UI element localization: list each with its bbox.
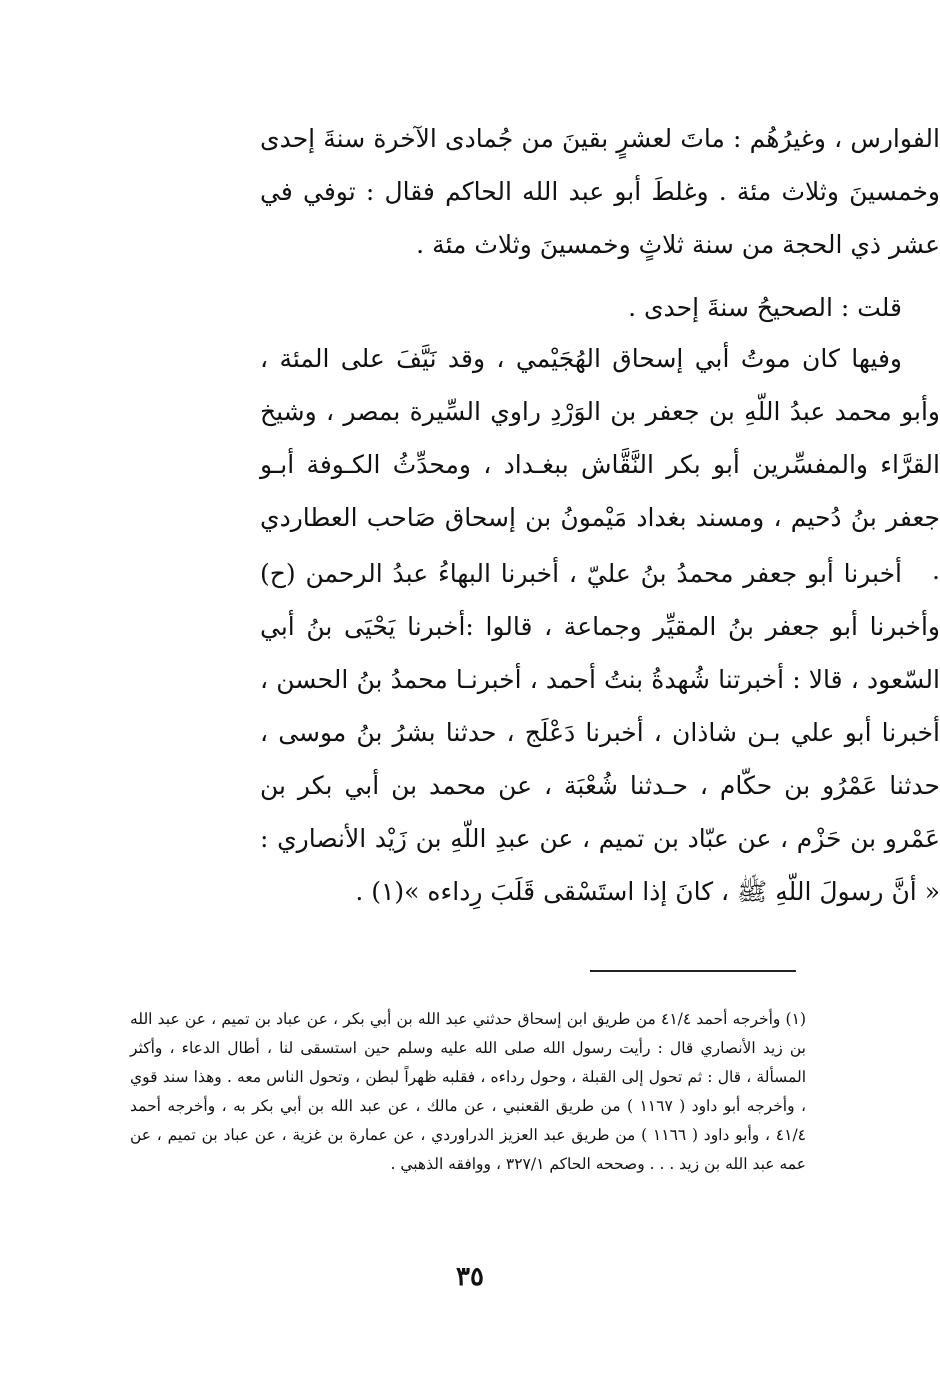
paragraph-2: قلت : الصحيحُ سنةَ إحدى . bbox=[628, 293, 902, 322]
footnote-divider bbox=[590, 970, 796, 972]
paragraph-4-hadith: أخبرنا أبو جعفر محمدُ بنُ عليّ ، أخبرنا البهاءُ عبدُ الرحمن (ح) وأخبرنا أبو جعفر بنُ المقيِّر وجماعة ، قالوا :أخبرنا يَحْيَى بنُ أبي السّعود ، قالا : أخبرتنا شُهدةُ بنتُ أحمد ، أخبرنـا محمدُ بنُ الحسن ، أخبرنا أبو علي بـن شاذان ، أخبرنا دَعْلَج ، حدثنا بشرُ بنُ موسى ، حدثنا عَمْرُو بن حكّام ، حـدثنا شُعْبَة ، عن محمد بن أبي بكر بن عَمْرو بن حَزْم ، عن عبّاد بن تميم ، عن عبدِ اللّهِ بن زَيْد الأنصاري : « أنَّ رسولَ اللّهِ ﷺ ، كانَ إذا استَسْقى قَلَبَ رِداءه »(١) . bbox=[260, 559, 940, 906]
paragraph-1: الفوارس ، وغيرُهُم : ماتَ لعشرٍ بقينَ من جُمادى الآخرة سنةَ إحدى وخمسينَ وثلاث مئة . وغلطَ أبو عبد الله الحاكم فقال : توفي في عشر ذي الحجة من سنة ثلاثٍ وخمسينَ وثلاث مئة . bbox=[260, 124, 940, 259]
page-number: ٣٥ bbox=[456, 1262, 484, 1292]
paragraph-3: وفيها كان موتُ أبي إسحاق الهُجَيْمي ، وقد نَيَّفَ على المئة ، وأبو محمد عبدُ اللّهِ بن جعفر بن الوَرْدِ راوي السِّيرة بمصر ، وشيخ القرَّاء والمفسِّرين أبو بكر النَّقَّاش ببغـداد ، ومحدِّثُ الكـوفة أبـو جعفر بنُ دُحيم ، ومسند بغداد مَيْمونُ بن إسحاق صَاحب العطاردي . bbox=[260, 344, 940, 585]
footnote: (١) وأخرجه أحمد ٤١/٤ من طريق ابن إسحاق حدثني عبد الله بن أبي بكر ، عن عباد بن تميم ، عن عبد الله بن زيد الأنصاري قال : رأيت رسول الله صلى الله عليه وسلم حين استسقى لنا ، أطال الدعاء ، وأكثر المسألة ، قال : ثم تحول إلى القبلة ، وحول رداءه ، فقلبه ظهراً لبطن ، وتحول الناس معه . وهذا سند قوي ، وأخرجه أبو داود ( ١١٦٧ ) من طريق القعنبي ، عن مالك ، عن عبد الله بن أبي بكر به ، وأخرجه أحمد ٤١/٤ ، وأبو داود ( ١١٦٦ ) من طريق عبد العزيز الدراوردي ، عن عمارة بن غزية ، عن عباد بن تميم ، عن عمه عبد الله بن زيد . . . وصححه الحاكم ٣٢٧/١ ، ووافقه الذهبي . bbox=[130, 1010, 806, 1173]
